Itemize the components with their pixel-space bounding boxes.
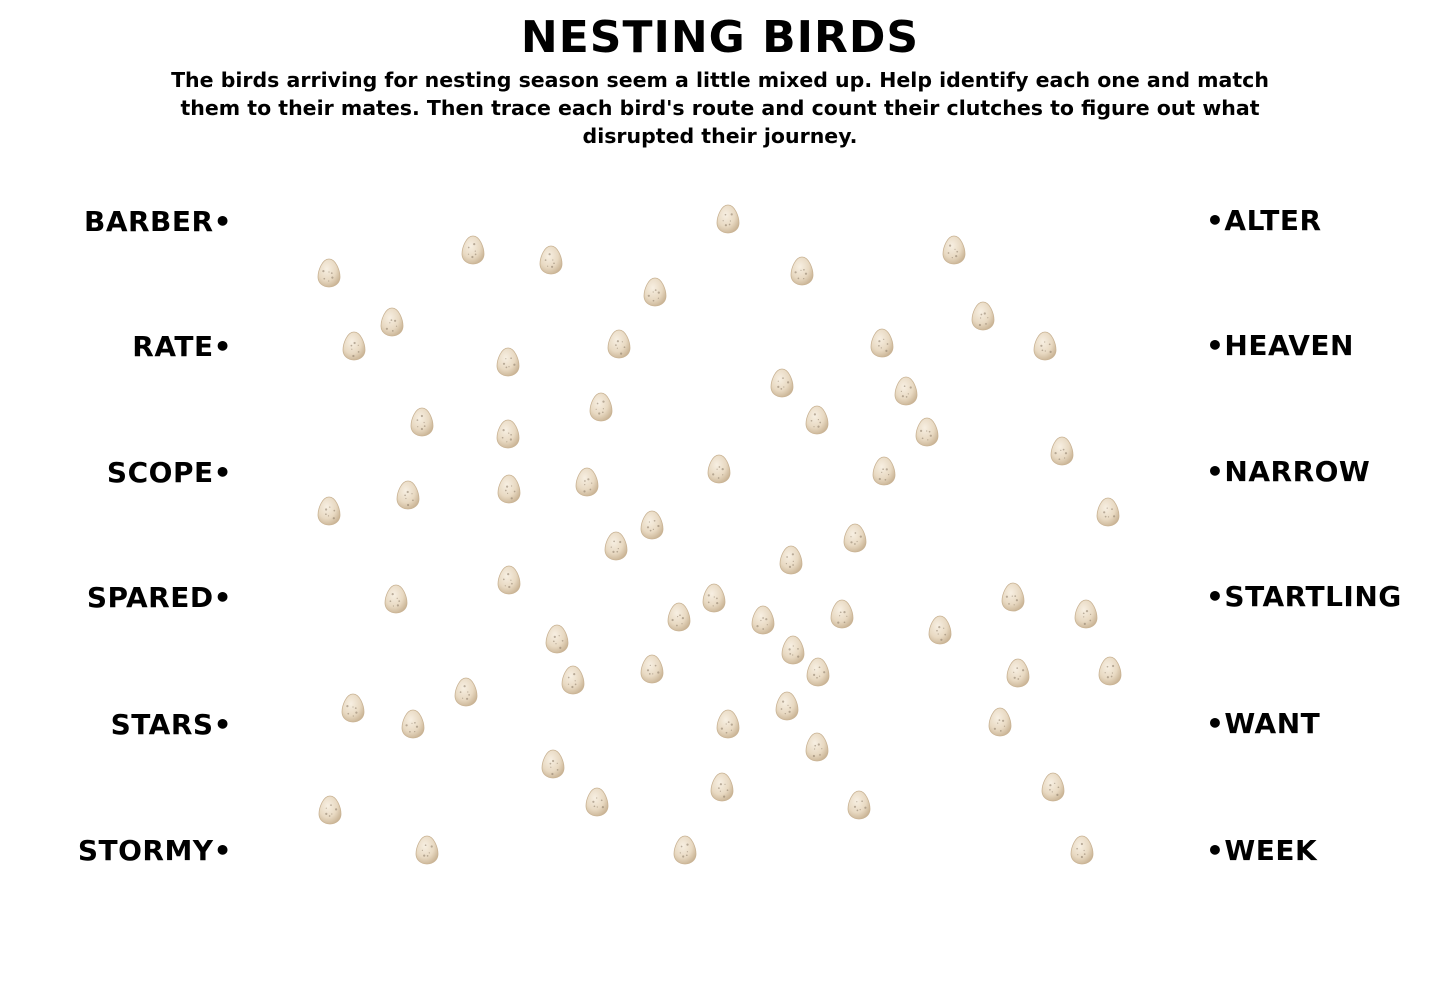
- egg-icon: [873, 457, 895, 485]
- egg-icon: [806, 406, 828, 434]
- egg-icon: [989, 708, 1011, 736]
- right-word-heaven[interactable]: [1206, 329, 1354, 363]
- egg-icon: [780, 546, 802, 574]
- egg-icon: [455, 678, 477, 706]
- egg-icon: [1042, 773, 1064, 801]
- connect-dot[interactable]: •: [1206, 580, 1225, 613]
- egg-icon: [752, 606, 774, 634]
- egg-icon: [1075, 600, 1097, 628]
- connect-dot[interactable]: •: [213, 834, 232, 867]
- left-word-rate[interactable]: [132, 330, 232, 364]
- egg-icon: [381, 308, 403, 336]
- left-word-stormy[interactable]: [78, 834, 232, 868]
- right-word-narrow[interactable]: [1206, 455, 1370, 489]
- egg-icon: [318, 497, 340, 525]
- egg-icon: [668, 603, 690, 631]
- left-word-barber[interactable]: [84, 205, 232, 239]
- egg-icon: [586, 788, 608, 816]
- connect-dot[interactable]: •: [213, 205, 232, 238]
- egg-icon: [929, 616, 951, 644]
- egg-icon: [708, 455, 730, 483]
- egg-icon: [562, 666, 584, 694]
- left-word-label: STARS: [110, 708, 214, 741]
- egg-icon: [342, 694, 364, 722]
- egg-icon: [540, 246, 562, 274]
- left-word-label: SPARED: [86, 581, 214, 614]
- left-word-spared[interactable]: [87, 581, 232, 615]
- egg-icon: [318, 259, 340, 287]
- egg-icon: [711, 773, 733, 801]
- egg-icon: [644, 278, 666, 306]
- right-word-week[interactable]: [1206, 834, 1317, 868]
- connect-dot[interactable]: •: [1206, 707, 1225, 740]
- right-word-want[interactable]: [1206, 707, 1320, 741]
- egg-icon: [576, 468, 598, 496]
- egg-icon: [397, 481, 419, 509]
- egg-icon: [590, 393, 612, 421]
- connect-dot[interactable]: •: [1206, 455, 1225, 488]
- egg-icon: [1097, 498, 1119, 526]
- left-word-label: STORMY: [77, 834, 214, 867]
- egg-icon: [498, 566, 520, 594]
- egg-icon: [844, 524, 866, 552]
- egg-icon: [641, 655, 663, 683]
- egg-icon: [319, 796, 341, 824]
- egg-icon: [343, 332, 365, 360]
- connect-dot[interactable]: •: [213, 581, 232, 614]
- left-word-scope[interactable]: [107, 456, 232, 490]
- egg-icon: [972, 302, 994, 330]
- connect-dot[interactable]: •: [213, 708, 232, 741]
- egg-icon: [895, 377, 917, 405]
- right-word-startling[interactable]: [1206, 580, 1402, 614]
- egg-icon: [771, 369, 793, 397]
- egg-icon: [498, 475, 520, 503]
- egg-icon: [1099, 657, 1121, 685]
- egg-icon: [703, 584, 725, 612]
- egg-icon: [411, 408, 433, 436]
- connect-dot[interactable]: •: [1206, 204, 1225, 237]
- puzzle-title: NESTING BIRDS: [520, 12, 920, 63]
- right-word-label: STARTLING: [1224, 580, 1402, 613]
- egg-icon: [717, 205, 739, 233]
- right-word-label: HEAVEN: [1224, 329, 1354, 362]
- left-word-label: BARBER: [83, 205, 214, 238]
- egg-icon: [806, 733, 828, 761]
- egg-icon: [605, 532, 627, 560]
- right-word-label: WEEK: [1224, 834, 1318, 867]
- egg-icon: [782, 636, 804, 664]
- right-word-alter[interactable]: [1206, 204, 1322, 238]
- egg-icon: [1071, 836, 1093, 864]
- egg-icon: [848, 791, 870, 819]
- right-word-label: WANT: [1224, 707, 1321, 740]
- left-word-stars[interactable]: [111, 708, 232, 742]
- puzzle-instructions: The birds arriving for nesting season seem a little mixed up. Help identify each one and match them to their mates. Then trace each bird's route and count their clutches to figure out what disrupted their journey.: [171, 68, 1269, 148]
- right-word-label: ALTER: [1224, 204, 1322, 237]
- egg-icon: [943, 236, 965, 264]
- egg-icon: [1034, 332, 1056, 360]
- egg-icon: [831, 600, 853, 628]
- egg-icon: [916, 418, 938, 446]
- egg-icon: [1002, 583, 1024, 611]
- egg-icon: [546, 625, 568, 653]
- egg-icon: [674, 836, 696, 864]
- connect-dot[interactable]: •: [213, 456, 232, 489]
- left-word-label: SCOPE: [106, 456, 214, 489]
- egg-icon: [416, 836, 438, 864]
- connect-dot[interactable]: •: [1206, 329, 1225, 362]
- egg-icon: [791, 257, 813, 285]
- left-word-label: RATE: [132, 330, 214, 363]
- egg-icon: [462, 236, 484, 264]
- egg-icon: [402, 710, 424, 738]
- egg-icon: [871, 329, 893, 357]
- egg-icon: [385, 585, 407, 613]
- connect-dot[interactable]: •: [1206, 834, 1225, 867]
- egg-icon: [1051, 437, 1073, 465]
- egg-icon: [807, 658, 829, 686]
- egg-icon: [542, 750, 564, 778]
- egg-icon: [641, 511, 663, 539]
- egg-icon: [1007, 659, 1029, 687]
- right-word-label: NARROW: [1224, 455, 1371, 488]
- egg-icon: [776, 692, 798, 720]
- egg-icon: [717, 710, 739, 738]
- connect-dot[interactable]: •: [213, 330, 232, 363]
- egg-icon: [497, 348, 519, 376]
- egg-icon: [497, 420, 519, 448]
- egg-icon: [608, 330, 630, 358]
